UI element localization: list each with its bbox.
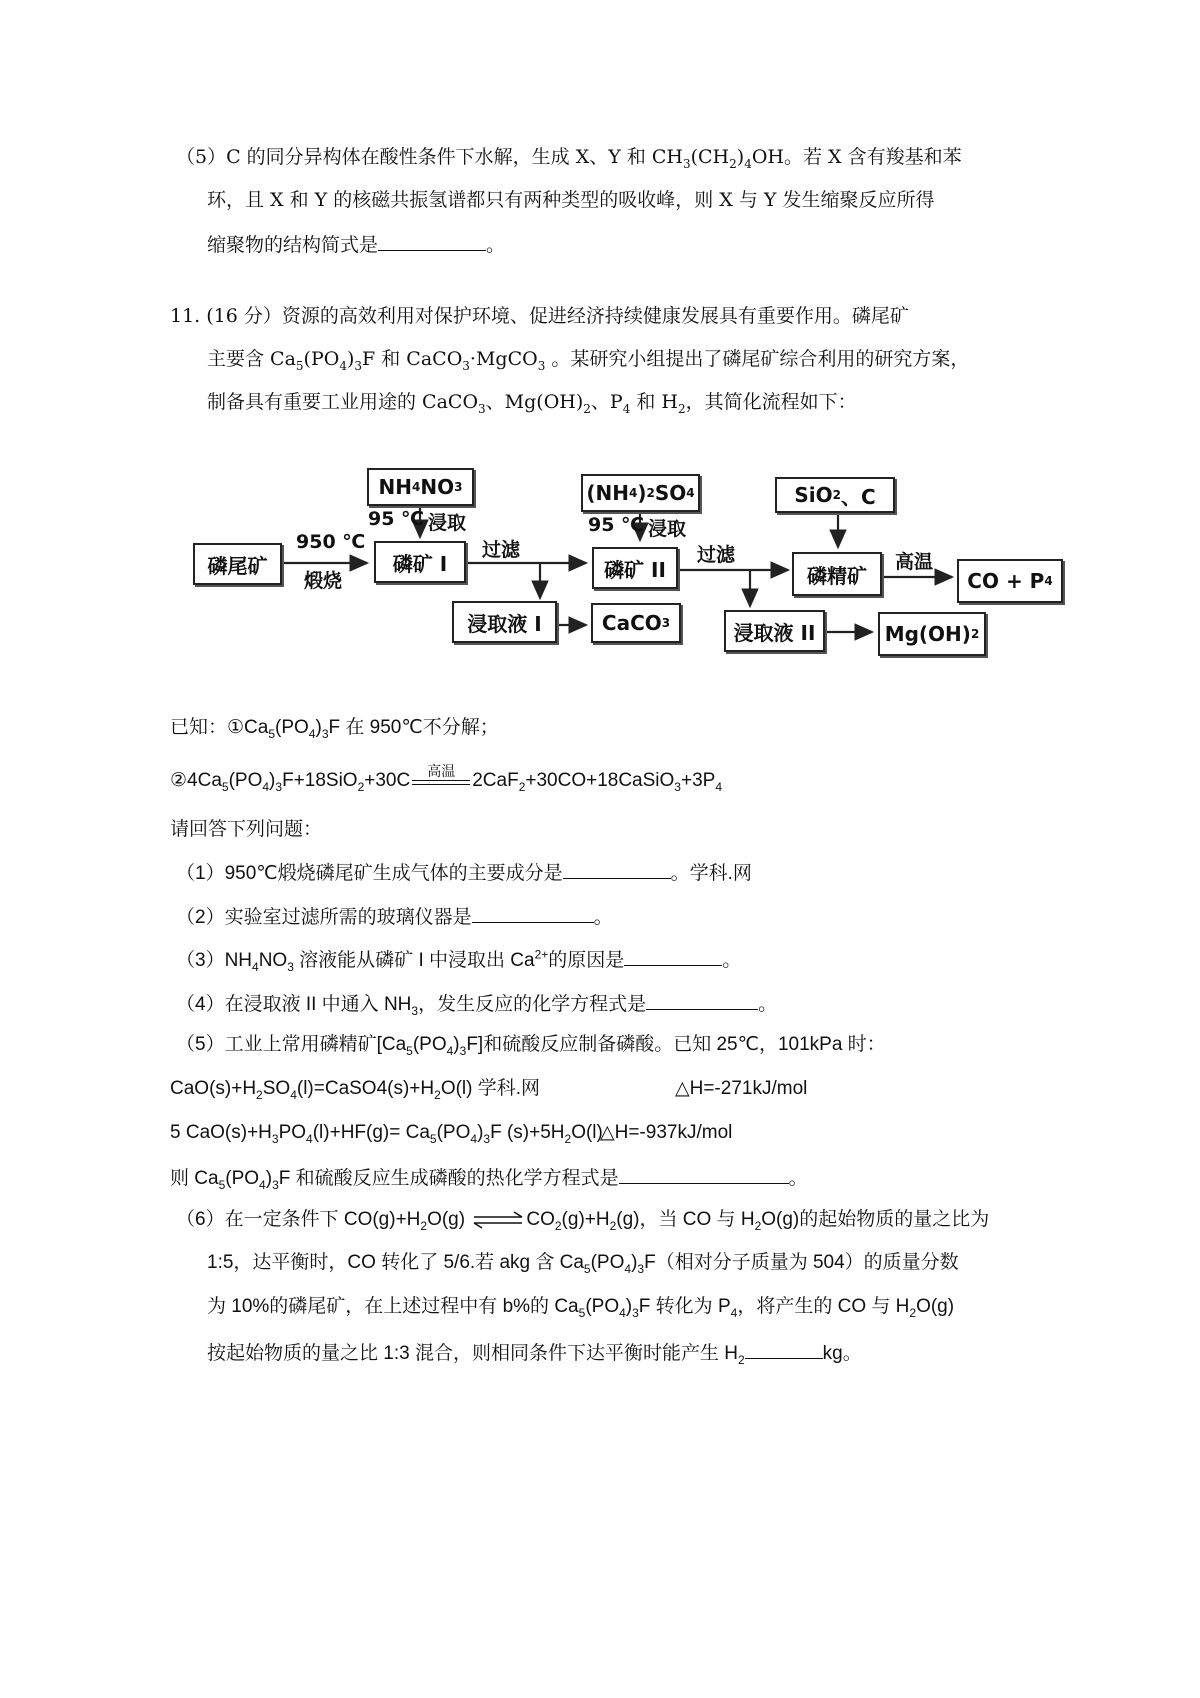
answer-blank[interactable] — [624, 945, 722, 966]
filter1-label: 过滤 — [482, 539, 521, 561]
known-1: 已知：$①Ca_5(PO_4)_3F$ 在 950℃不分解； — [170, 717, 499, 741]
reagent-nh4no3-box: NH 4 NO 3 — [367, 468, 474, 506]
questions-intro: 请回答下列问题： — [170, 818, 323, 840]
filter2-label: 过滤 — [697, 544, 736, 566]
thermo-eq-1: $CaO(s)+H_2SO_4(l)=CaSO4(s)+H_2O(l)$ 学科.网 — [170, 1078, 541, 1102]
reversible-arrow-icon — [470, 1210, 526, 1230]
question-2: （2）实验室过滤所需的玻璃仪器是 。 — [176, 902, 613, 931]
prev-q5-line3: 缩聚物的结构简式是 。 — [207, 230, 505, 258]
leach-liquor1-box: 浸取液 I — [452, 601, 557, 643]
leach1-temp-label: 95 ℃ — [368, 508, 425, 530]
prev-q5-line2: 环，且 X 和 Y 的核磁共振氢谱都只有两种类型的吸收峰，则 X 与 Y 发生缩聚反应所得 — [207, 189, 935, 211]
ore1-box: 磷矿 I — [374, 541, 466, 583]
calcine-temp-label: 950 ℃ — [296, 531, 366, 553]
equals-sign-with-condition: 高温 — [410, 768, 472, 794]
question-1: （1）950℃煅烧磷尾矿生成气体的主要成分是 。学科.网 — [176, 858, 752, 887]
question-6-line3: 为 10%的磷尾矿，在上述过程中有 b%的 $Ca_5(PO_4)_3F$ 转化为 $P_4$，将产生的 CO 与 $H_2O(g)$ — [207, 1296, 955, 1320]
known-2-equation: $②4Ca_5(PO_4)_3F+18SiO_2+30C$ 高温 $2CaF_2+30CO+18CaSiO_3+3P_4$ — [170, 763, 723, 794]
answer-blank[interactable] — [472, 902, 594, 923]
leach-liquor2-box: 浸取液 II — [724, 610, 825, 652]
question-3: $(3)NH_4NO_3$ 溶液能从磷矿 I 中浸取出 $Ca^{2+}$的原因是 。 — [176, 945, 741, 974]
reagent-sio2-c-box: SiO 2 、C — [775, 477, 895, 513]
answer-blank[interactable] — [619, 1163, 789, 1184]
thermo-eq-2: 5 $CaO(s)+H_3PO_4(l)+HF(g)= Ca_5(PO_4)_3F$ $(s)+5H_2O(l)$ — [170, 1122, 603, 1146]
high-temp-label: 高温 — [895, 551, 934, 573]
question-6-line4: 按起始物质的量之比 1:3 混合，则相同条件下达平衡时能产生 $H_2$ kg。 — [207, 1338, 862, 1367]
question-6-line1: （6）在一定条件下 $CO(g)+H_2O(g)$ $CO_2(g)+H_2(g)$，当 CO 与 $H_2O(g)$的起始物质的量之比为 — [176, 1209, 990, 1233]
answer-blank[interactable] — [745, 1338, 823, 1359]
question-4: （4）在浸取液 II 中通入 $NH_3$，发生反应的化学方程式是 。 — [176, 989, 777, 1018]
leach1-label: 浸取 — [428, 512, 467, 534]
thermo-eq-2-dh: △H=-937kJ/mol — [600, 1122, 733, 1143]
answer-blank[interactable] — [563, 858, 671, 879]
leach2-label: 浸取 — [648, 518, 687, 540]
co-p4-product-box: CO + P 4 — [957, 559, 1063, 603]
question-5-final: 则 $Ca_5(PO_4)_3F$ 和硫酸反应生成磷酸的热化学方程式是 。 — [170, 1163, 808, 1192]
q11-line2: 主要含 $Ca_5(PO_4)_3F$ 和 CaCO$_3$·MgCO$_3$ 。某研究小组提出了磷尾矿综合利用的研究方案， — [207, 348, 970, 373]
ore2-box: 磷矿 II — [592, 547, 678, 589]
leach2-temp-label: 95 ℃ — [588, 514, 645, 536]
answer-blank[interactable] — [646, 989, 758, 1010]
mgoh2-product-box: Mg(OH) 2 — [878, 612, 986, 656]
concentrate-box: 磷精矿 — [792, 552, 882, 596]
q11-line3: 制备具有重要工业用途的 CaCO$_3$、$Mg(OH)_2$、$P_4$ 和 $H_2$，其简化流程如下： — [207, 391, 857, 416]
question-6-line2: 1:5，达平衡时，CO 转化了 5/6.若 akg 含 $Ca_5(PO_4)_3F$（相对分子质量为 504）的质量分数 — [207, 1252, 959, 1276]
calcine-label: 煅烧 — [304, 570, 343, 592]
prev-q5-line1: （5）C 的同分异构体在酸性条件下水解，生成 X、Y 和 $CH_3(CH_2)_4OH$。若 X 含有羧基和苯 — [176, 146, 962, 171]
reagent-nh4-2so4-box: (NH 4 ) 2 SO 4 — [581, 474, 700, 512]
raw-ore-box: 磷尾矿 — [193, 543, 282, 585]
q11-line1: 11. (16 分）资源的高效利用对保护环境、促进经济持续健康发展具有重要作用。磷尾矿 — [170, 305, 909, 327]
question-5: （5）工业上常用磷精矿$[Ca_5(PO_4)_3F]$和硫酸反应制备磷酸。已知 25℃，101kPa 时： — [176, 1034, 886, 1058]
caco3-product-box: CaCO 3 — [591, 603, 681, 643]
thermo-eq-1-dh: △H=-271kJ/mol — [675, 1078, 808, 1099]
